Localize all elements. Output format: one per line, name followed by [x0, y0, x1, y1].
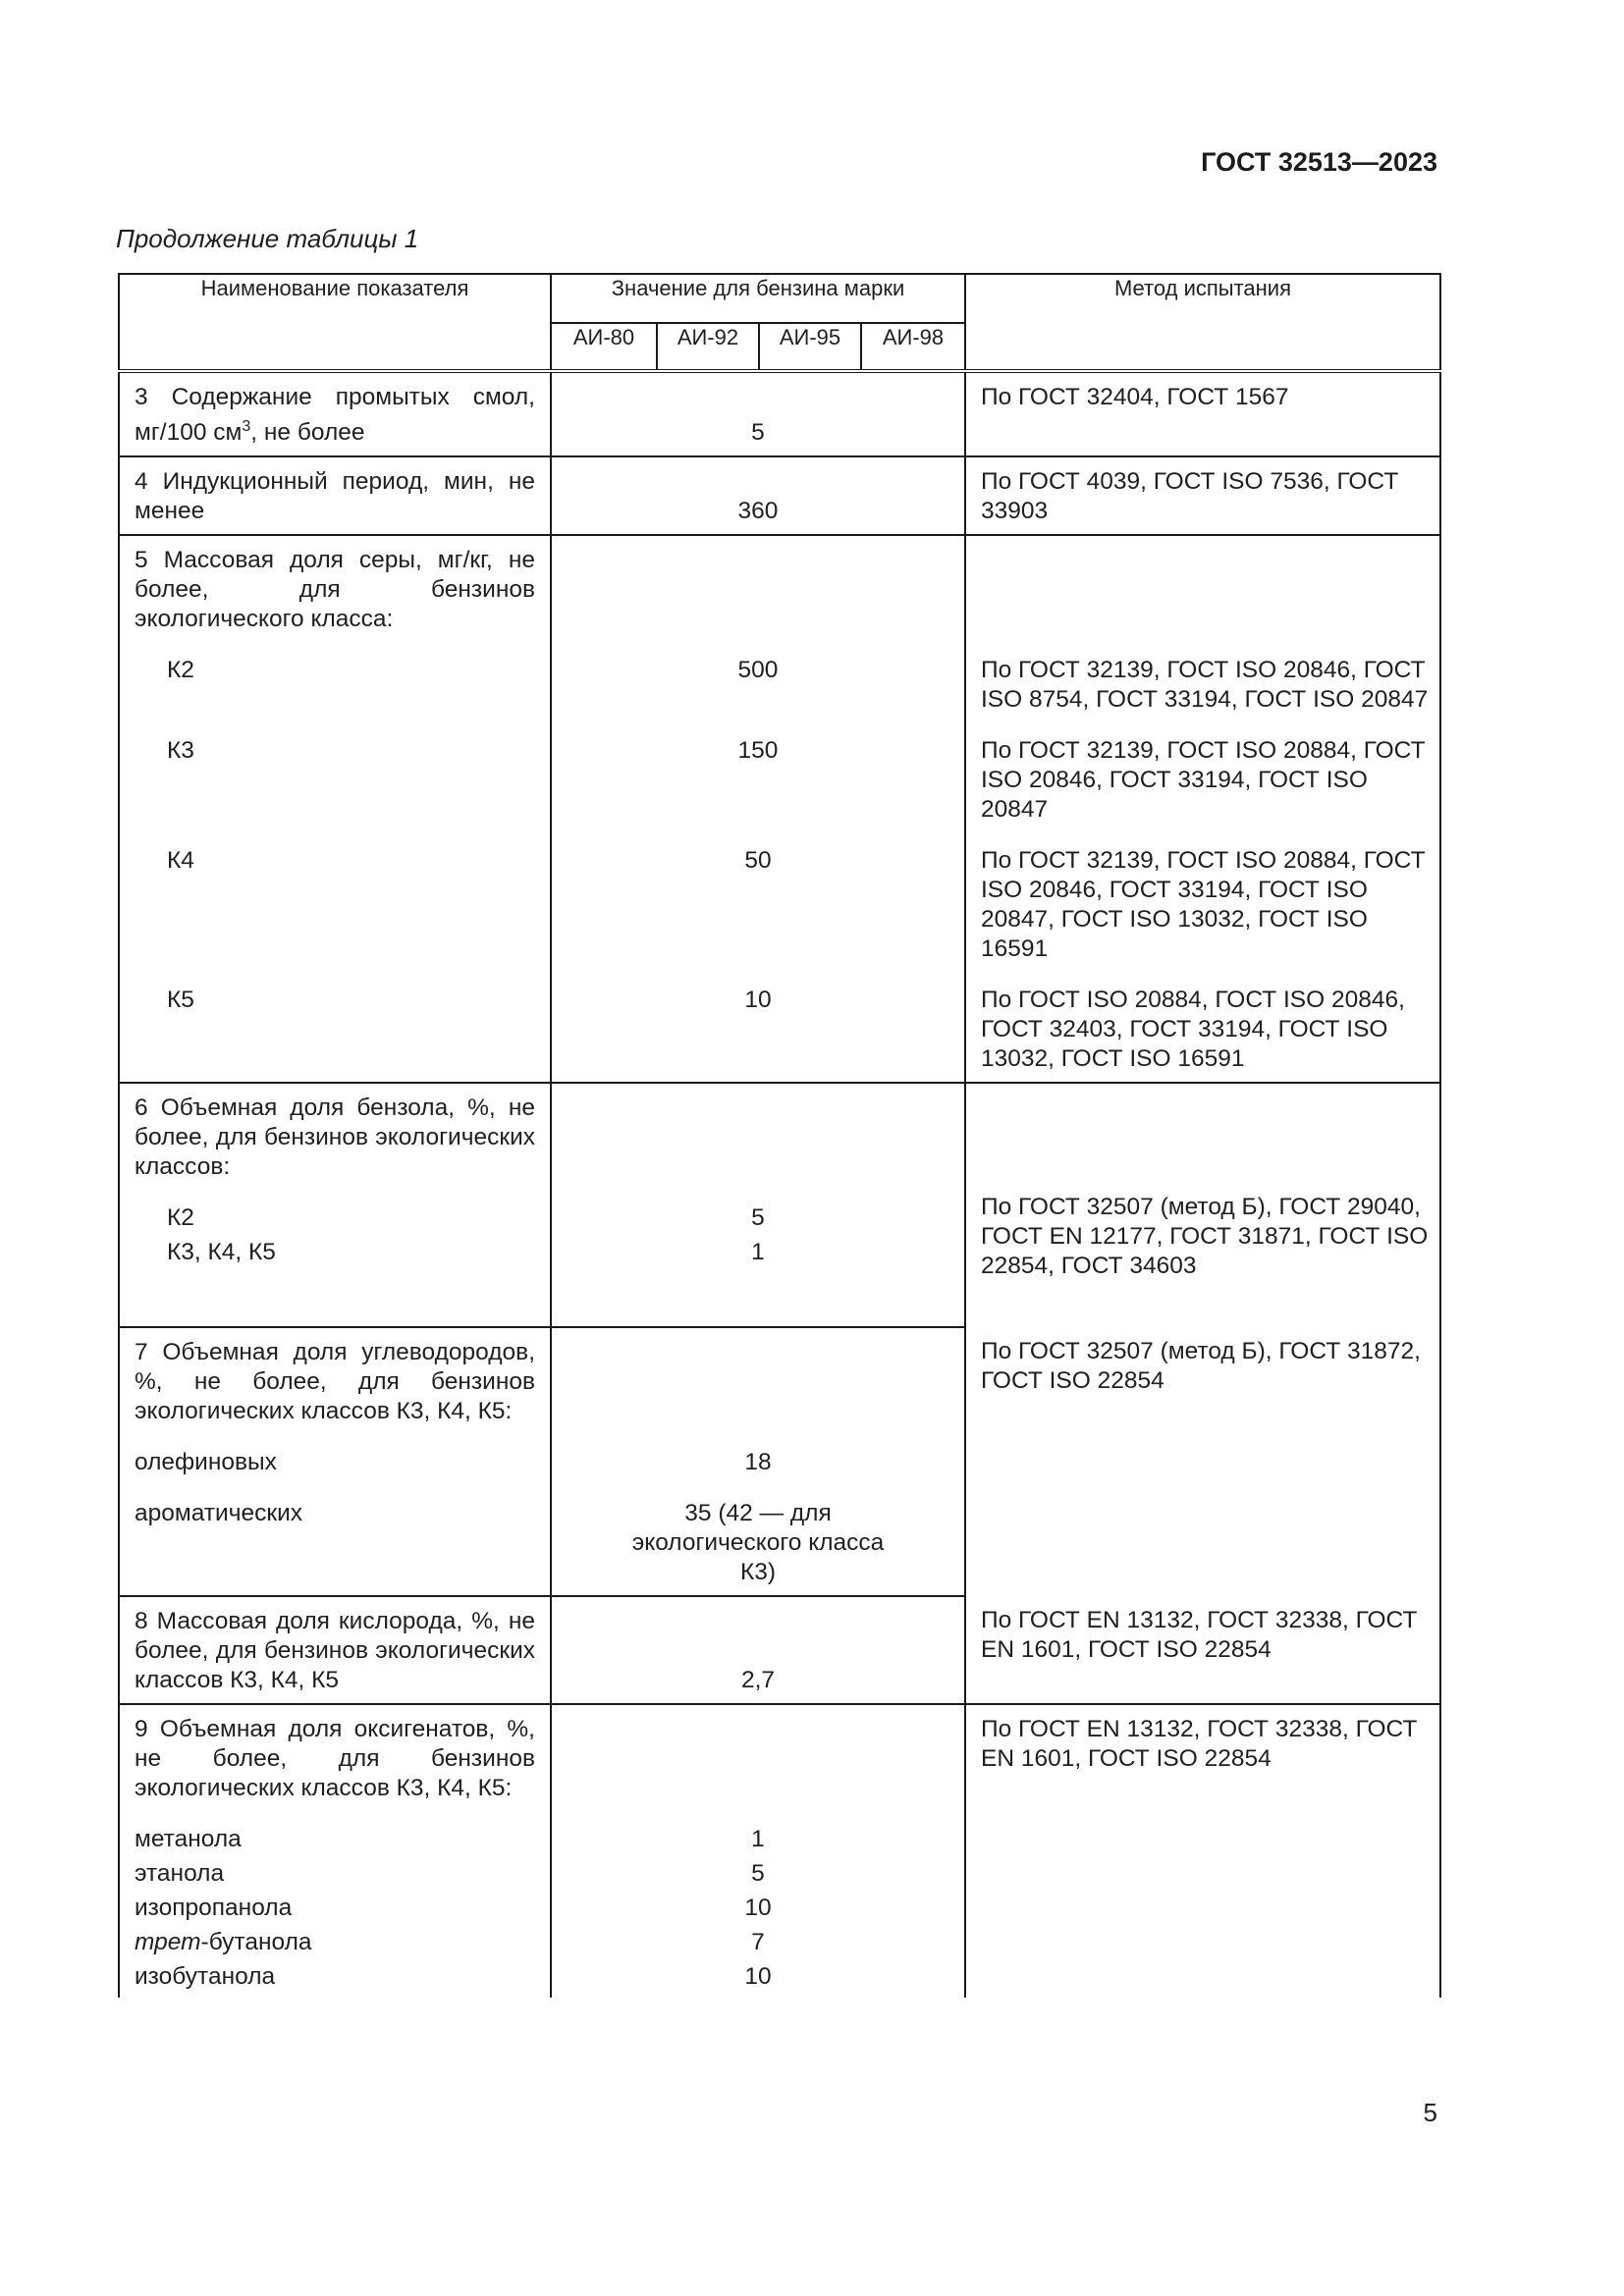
standard-code: ГОСТ 32513—2023 — [1201, 147, 1437, 177]
row9-name: 9 Объемная доля оксигенатов, %, не более, для бензинов экологических классов К3, К4, К5: — [119, 1704, 551, 1804]
row5-name: 5 Массовая доля серы, мг/кг, не более, для бензинов экологического класса: — [119, 535, 551, 635]
row7-olefins-value: 18 — [551, 1427, 965, 1478]
table-row — [119, 1327, 1440, 1427]
row6-method: По ГОСТ 32507 (метод Б), ГОСТ 29040, ГОСТ EN 12177, ГОСТ 31871, ГОСТ ISO 22854, ГОСТ 34603 — [965, 1083, 1440, 1327]
row7-aromatics-label: ароматических — [119, 1478, 551, 1596]
table-row — [119, 965, 1440, 1083]
row9-tert-butanol-value: 7 — [551, 1924, 965, 1958]
row5-k4-method: По ГОСТ 32139, ГОСТ ISO 20884, ГОСТ ISO 20846, ГОСТ 33194, ГОСТ ISO 20847, ГОСТ ISO 13032, ГОСТ ISO 16591 — [965, 826, 1440, 965]
grade-header-ai98: АИ-98 — [861, 323, 965, 371]
row3-value: 5 — [551, 371, 965, 456]
table-row — [119, 1083, 1440, 1183]
row3-unit-exponent: 3 — [242, 418, 251, 435]
column-header-value: Значение для бензина марки — [551, 274, 965, 323]
table-row — [119, 716, 1440, 826]
row9-isopropanol-label: изопропанола — [119, 1890, 551, 1924]
row3-name: 3 Содержание промытых смол, мг/100 $см^3$, не более — [119, 371, 551, 456]
row9-ethanol-label: этанола — [119, 1855, 551, 1890]
row5-k4-value: 50 — [551, 826, 965, 965]
row9-methanol-label: метанола — [119, 1804, 551, 1855]
table-row — [119, 371, 1440, 456]
row6-k345-value: 1 — [551, 1234, 965, 1327]
column-header-method: Метод испытания — [965, 274, 1440, 371]
row4-method: По ГОСТ 4039, ГОСТ ISO 7536, ГОСТ 33903 — [965, 456, 1440, 535]
row5-k4-label: К4 — [119, 826, 551, 965]
grade-header-ai92: АИ-92 — [657, 323, 759, 371]
row5-k2-label: К2 — [119, 635, 551, 716]
row7-method: По ГОСТ 32507 (метод Б), ГОСТ 31872, ГОСТ ISO 22854 — [965, 1327, 1440, 1596]
specification-table — [118, 273, 1441, 1998]
page-number: 5 — [1423, 2098, 1437, 2127]
row9-isobutanol-value: 10 — [551, 1958, 965, 1998]
row5-k3-label: К3 — [119, 716, 551, 826]
row9-tert-prefix: трет — [135, 1929, 201, 1956]
row3-method: По ГОСТ 32404, ГОСТ 1567 — [965, 371, 1440, 456]
row9-methanol-value: 1 — [551, 1804, 965, 1855]
table-row — [119, 1596, 1440, 1704]
table-row — [119, 456, 1440, 535]
row5-k5-label: К5 — [119, 965, 551, 1083]
row8-method: По ГОСТ EN 13132, ГОСТ 32338, ГОСТ EN 1601, ГОСТ ISO 22854 — [965, 1596, 1440, 1704]
table-row — [119, 826, 1440, 965]
row5-k5-method: По ГОСТ ISO 20884, ГОСТ ISO 20846, ГОСТ 32403, ГОСТ 33194, ГОСТ ISO 13032, ГОСТ ISO 16591 — [965, 965, 1440, 1083]
row5-k2-method: По ГОСТ 32139, ГОСТ ISO 20846, ГОСТ ISO 8754, ГОСТ 33194, ГОСТ ISO 20847 — [965, 635, 1440, 716]
row6-k2-value: 5 — [551, 1183, 965, 1234]
column-header-name: Наименование показателя — [119, 274, 551, 371]
row7-aromatics-value: 35 (42 — для экологического класса К3) — [551, 1478, 965, 1596]
grade-header-ai80: АИ-80 — [551, 323, 657, 371]
table-row — [119, 1704, 1440, 1804]
table-caption: Продолжение таблицы 1 — [116, 224, 419, 253]
row6-name: 6 Объемная доля бензола, %, не более, для бензинов экологических классов: — [119, 1083, 551, 1183]
table-row — [119, 535, 1440, 635]
row7-name: 7 Объемная доля углеводородов, %, не более, для бензинов экологических классов К3, К4, К5: — [119, 1327, 551, 1427]
row4-name: 4 Индукционный период, мин, не менее — [119, 456, 551, 535]
row5-k3-value: 150 — [551, 716, 965, 826]
row7-olefins-label: олефиновых — [119, 1427, 551, 1478]
row5-k3-method: По ГОСТ 32139, ГОСТ ISO 20884, ГОСТ ISO 20846, ГОСТ 33194, ГОСТ ISO 20847 — [965, 716, 1440, 826]
row5-k5-value: 10 — [551, 965, 965, 1083]
row9-ethanol-value: 5 — [551, 1855, 965, 1890]
row8-value: 2,7 — [551, 1596, 965, 1704]
row9-tert-butanol-label: трет-бутанола — [119, 1924, 551, 1958]
row4-value: 360 — [551, 456, 965, 535]
table-row — [119, 635, 1440, 716]
row9-method: По ГОСТ EN 13132, ГОСТ 32338, ГОСТ EN 1601, ГОСТ ISO 22854 — [965, 1704, 1440, 1998]
row9-isopropanol-value: 10 — [551, 1890, 965, 1924]
row5-k2-value: 500 — [551, 635, 965, 716]
row6-k345-label: К3, К4, К5 — [119, 1234, 551, 1327]
row8-name: 8 Массовая доля кислорода, %, не более, для бензинов экологических классов К3, К4, К5 — [119, 1596, 551, 1704]
row9-isobutanol-label: изобутанола — [119, 1958, 551, 1998]
row6-k2-label: К2 — [119, 1183, 551, 1234]
grade-header-ai95: АИ-95 — [759, 323, 861, 371]
